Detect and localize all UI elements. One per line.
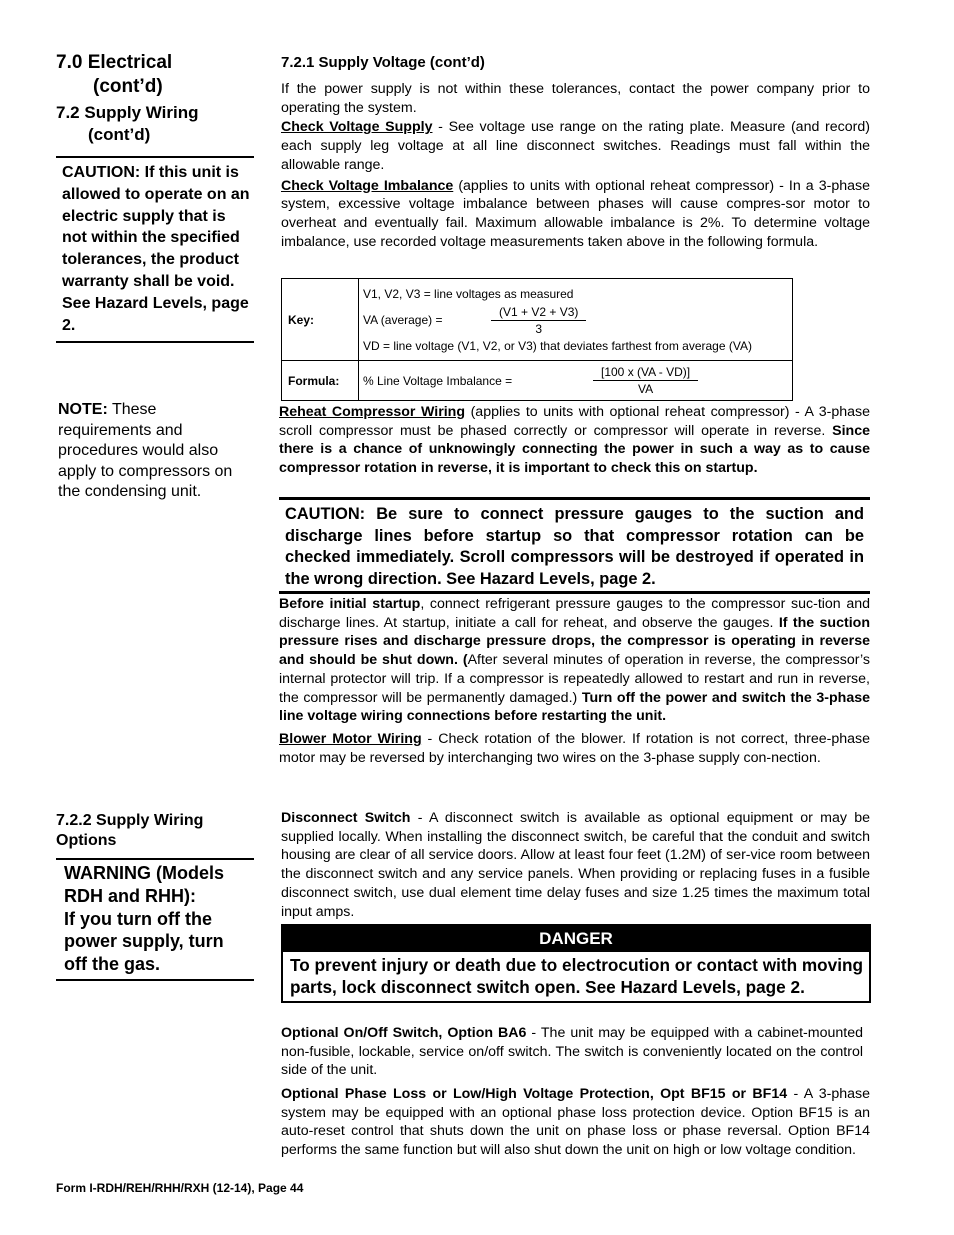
gas-warning-box <box>56 858 254 981</box>
left-heading-supply-wiring <box>56 102 254 146</box>
key-line-deviation: VD = line voltage (V1, V2, or V3) that deviates farthest from average (VA) <box>363 338 752 353</box>
note-text: These requirements and procedures would also apply to compressors on the condensing unit. <box>58 401 233 500</box>
paragraph-check-voltage-supply: Check Voltage Supply - See voltage use range on the rating plate. Measure (and record) each supply leg voltage at all line disconnect switches. Readings must fall within the allowable range. <box>281 119 870 173</box>
heading-supply-wiring-contd: (cont’d) <box>88 125 151 144</box>
paragraph-blower-motor-wiring: Blower Motor Wiring - Check rotation of the blower. If rotation is not correct, three-phase motor may be reversed by interchanging two wires on the 3-phase supply con-nection. <box>279 730 870 766</box>
label-check-voltage-imbalance: Check Voltage Imbalance <box>281 177 454 194</box>
paragraph-before-initial-startup: Before initial startup, connect refrigerant pressure gauges to the compressor suc-tion and discharge lines. At startup, initiate a call for reheat, and observe the gauges. If the suction pressure rises and discharge pressure drops, the compressor is operating in reverse and should be shut down. (After several minutes of operation in reverse, the compressor’s internal protector will trip. If a compressor is repeatedly allowed to restart and run in reverse, the compressor will be permanently damaged.) Turn off the power and switch the 3-phase line voltage wiring connections before restarting the unit. <box>279 596 870 725</box>
voltage-imbalance-formula-table <box>281 278 793 401</box>
paragraph-reheat-compressor-wiring: Reheat Compressor Wiring (applies to units with optional reheat compressor) - A 3-phase scroll compressor must be phased correctly or compressor will operate in reverse. Since there is a chance of unknowingly connecting the power in such a way as to cause compressor rotation in reverse, it is important to check this on startup. <box>279 404 870 477</box>
key-line-average: VA (average) = $\frac{(V1 + V2 + V3)}{3}$ <box>363 305 788 336</box>
label-check-voltage-supply: Check Voltage Supply <box>281 119 433 136</box>
compressor-note <box>56 400 254 503</box>
label-on-off-switch: Optional On/Off Switch, Option BA6 <box>281 1025 527 1041</box>
formula-row <box>282 361 793 401</box>
warning-models: WARNING (Models RDH and RHH): <box>64 863 224 906</box>
label-phase-loss-protection: Optional Phase Loss or Low/High Voltage Protection, Opt BF15 or BF14 <box>281 1086 788 1102</box>
paragraph-disconnect-switch: Disconnect Switch - A disconnect switch is available as optional equipment or may be supplied locally. When installing the disconnect switch, be careful that the conduit and switch housing are clear of all service doors. Allow at least four feet (1.2M) of ser-vice room between the disconnect switch and any service panels. When providing or replacing fuses in a fusible disconnect switch, use dual element time delay fuses and size 1.25 times the maximum total input amps. <box>281 810 870 920</box>
danger-text: To prevent injury or death due to electrocution or contact with moving parts, lock disconnect switch open. See Hazard Levels, page 2. <box>290 955 863 998</box>
formula-key-row <box>282 279 793 361</box>
label-reheat-compressor-wiring: Reheat Compressor Wiring <box>279 404 466 420</box>
compressor-rotation-caution-box: CAUTION: Be sure to connect pressure gauges to the suction and discharge lines before startup so that compressor rotation can be checked immediately. Scroll compressors will be destroyed if operated in the wrong direction. See Hazard Levels, page 2. <box>279 497 870 594</box>
heading-supply-wiring: 7.2 Supply Wiring <box>56 103 199 122</box>
danger-heading: DANGER <box>283 926 869 952</box>
heading-electrical: 7.0 Electrical <box>56 52 173 73</box>
heading-supply-wiring-options: 7.2.2 Supply Wiring Options <box>56 812 204 849</box>
label-before-initial-startup: Before initial startup <box>279 596 421 612</box>
key-definitions <box>359 279 793 361</box>
page-footer: Form I-RDH/REH/RHH/RXH (12-14), Page 44 <box>56 1181 304 1195</box>
imbalance-fraction: $\frac{[100 x (VA - VD)]}{VA}$ <box>593 365 698 396</box>
left-heading-electrical <box>56 51 254 99</box>
formula-expression: % Line Voltage Imbalance = $\frac{[100 x (VA - VD)]}{VA}$ <box>359 361 793 401</box>
note-label: NOTE: <box>58 401 108 418</box>
warranty-caution-box: CAUTION: If this unit is allowed to operate on an electric supply that is not within the specified tolerances, the product warranty shall be void. See Hazard Levels, page 2. <box>56 156 254 343</box>
key-line-measured: V1, V2, V3 = line voltages as measured <box>363 286 574 301</box>
electrocution-danger-box <box>281 924 871 1003</box>
voltage-paragraphs <box>281 80 870 251</box>
paragraph-check-voltage-imbalance: Check Voltage Imbalance (applies to units with optional reheat compressor) - In a 3-phase system, excessive voltage imbalance between phases will cause compres-sor motor to overheat and eventually fail. Maximum allowable imbalance is 2%. To determine voltage imbalance, use recorded voltage measurements taken above in the following formula. <box>281 177 870 250</box>
formula-label: Formula: <box>282 361 359 401</box>
paragraph-on-off-switch: Optional On/Off Switch, Option BA6 - The unit may be equipped with a cabinet-mounted non-fusible, lockable, service on/off switch. The switch is conveniently located on the control side of the unit. <box>281 1025 863 1079</box>
average-fraction: $\frac{(V1 + V2 + V3)}{3}$ <box>491 305 586 336</box>
warning-instruction: If you turn off the power supply, turn off the gas. <box>64 908 224 975</box>
heading-supply-voltage: 7.2.1 Supply Voltage (cont’d) <box>281 54 485 71</box>
heading-electrical-contd: (cont’d) <box>93 76 163 97</box>
paragraph-phase-loss-protection: Optional Phase Loss or Low/High Voltage Protection, Opt BF15 or BF14 - A 3-phase system may be equipped with an optional phase loss protection device. Option BF15 is an auto-reset control that shuts down the unit on phase loss or phase reversal. Option BF14 performs the same function but will also shut down the unit on high or low voltage condition. <box>281 1086 871 1159</box>
startup-paragraphs <box>279 595 870 767</box>
label-disconnect-switch: Disconnect Switch <box>281 810 411 826</box>
paragraph-tolerances: If the power supply is not within these tolerances, contact the power company prior to operating the system. <box>281 81 870 116</box>
key-label: Key: <box>282 279 359 361</box>
label-blower-motor-wiring: Blower Motor Wiring <box>279 730 422 747</box>
